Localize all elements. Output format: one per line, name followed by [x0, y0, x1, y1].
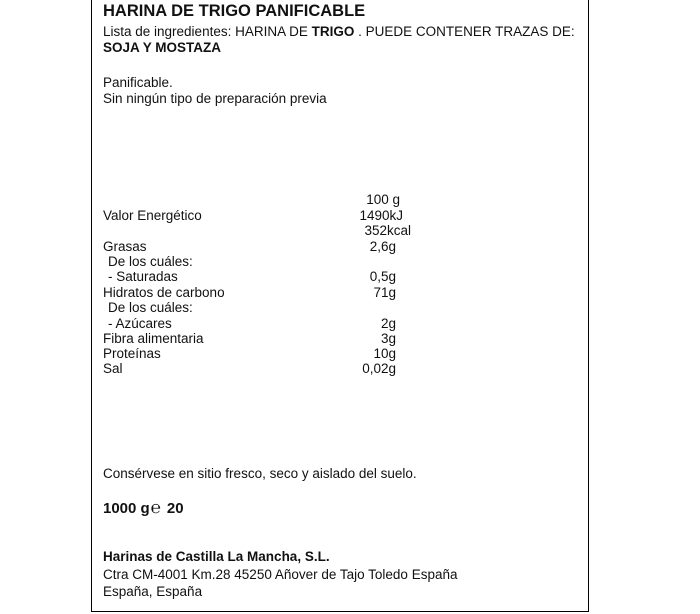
traces-allergens: SOJA Y MOSTAZA — [103, 40, 222, 55]
nutrition-value: 0,02g — [362, 361, 396, 376]
nutrition-value: 1490kJ — [359, 208, 403, 223]
nutrition-label: Sal — [103, 361, 123, 376]
nutrition-label: Proteínas — [103, 346, 161, 361]
nutrition-label: Grasas — [103, 239, 147, 254]
ingredients-suffix: . PUEDE CONTENER TRAZAS DE: — [354, 24, 575, 39]
allergen-wheat: TRIGO — [311, 24, 355, 39]
nutrition-value: 2g — [380, 316, 396, 331]
nutrition-label: De los cuáles: — [108, 254, 193, 269]
nutrition-label: Hidratos de carbono — [103, 285, 225, 300]
estimated-sign-icon: ℮ — [150, 498, 161, 517]
nutrition-value: 352kcal — [364, 223, 411, 238]
ingredients-list — [103, 24, 575, 39]
description-line-2: Sin ningún tipo de preparación previa — [103, 91, 327, 106]
nutrition-label: - Saturadas — [108, 269, 178, 284]
nutrition-label: Valor Energético — [103, 208, 202, 223]
ingredients-prefix: Lista de ingredientes: HARINA DE — [103, 24, 312, 39]
manufacturer-name: Harinas de Castilla La Mancha, S.L. — [103, 549, 330, 564]
unit-count: 20 — [166, 500, 184, 517]
manufacturer-address: Ctra CM-4001 Km.28 45250 Añover de Tajo Toledo España — [103, 567, 458, 582]
storage-instructions: Consérvese en sitio fresco, seco y aislado del suelo. — [103, 466, 417, 481]
nutrition-label: De los cuáles: — [108, 300, 193, 315]
nutrition-per-header: 100 g — [366, 192, 400, 207]
nutrition-value: 3g — [380, 331, 396, 346]
nutrition-value: 10g — [373, 346, 396, 361]
net-weight: 1000 g — [103, 500, 150, 517]
description-line-1: Panificable. — [103, 75, 173, 90]
product-title: HARINA DE TRIGO PANIFICABLE — [103, 2, 366, 20]
nutrition-label: - Azúcares — [108, 316, 172, 331]
nutrition-value: 71g — [373, 285, 396, 300]
nutrition-label: Fibra alimentaria — [103, 331, 204, 346]
manufacturer-country: España, España — [103, 584, 203, 599]
nutrition-value: 0,5g — [369, 269, 396, 284]
net-quantity — [103, 499, 184, 517]
nutrition-value: 2,6g — [369, 239, 396, 254]
